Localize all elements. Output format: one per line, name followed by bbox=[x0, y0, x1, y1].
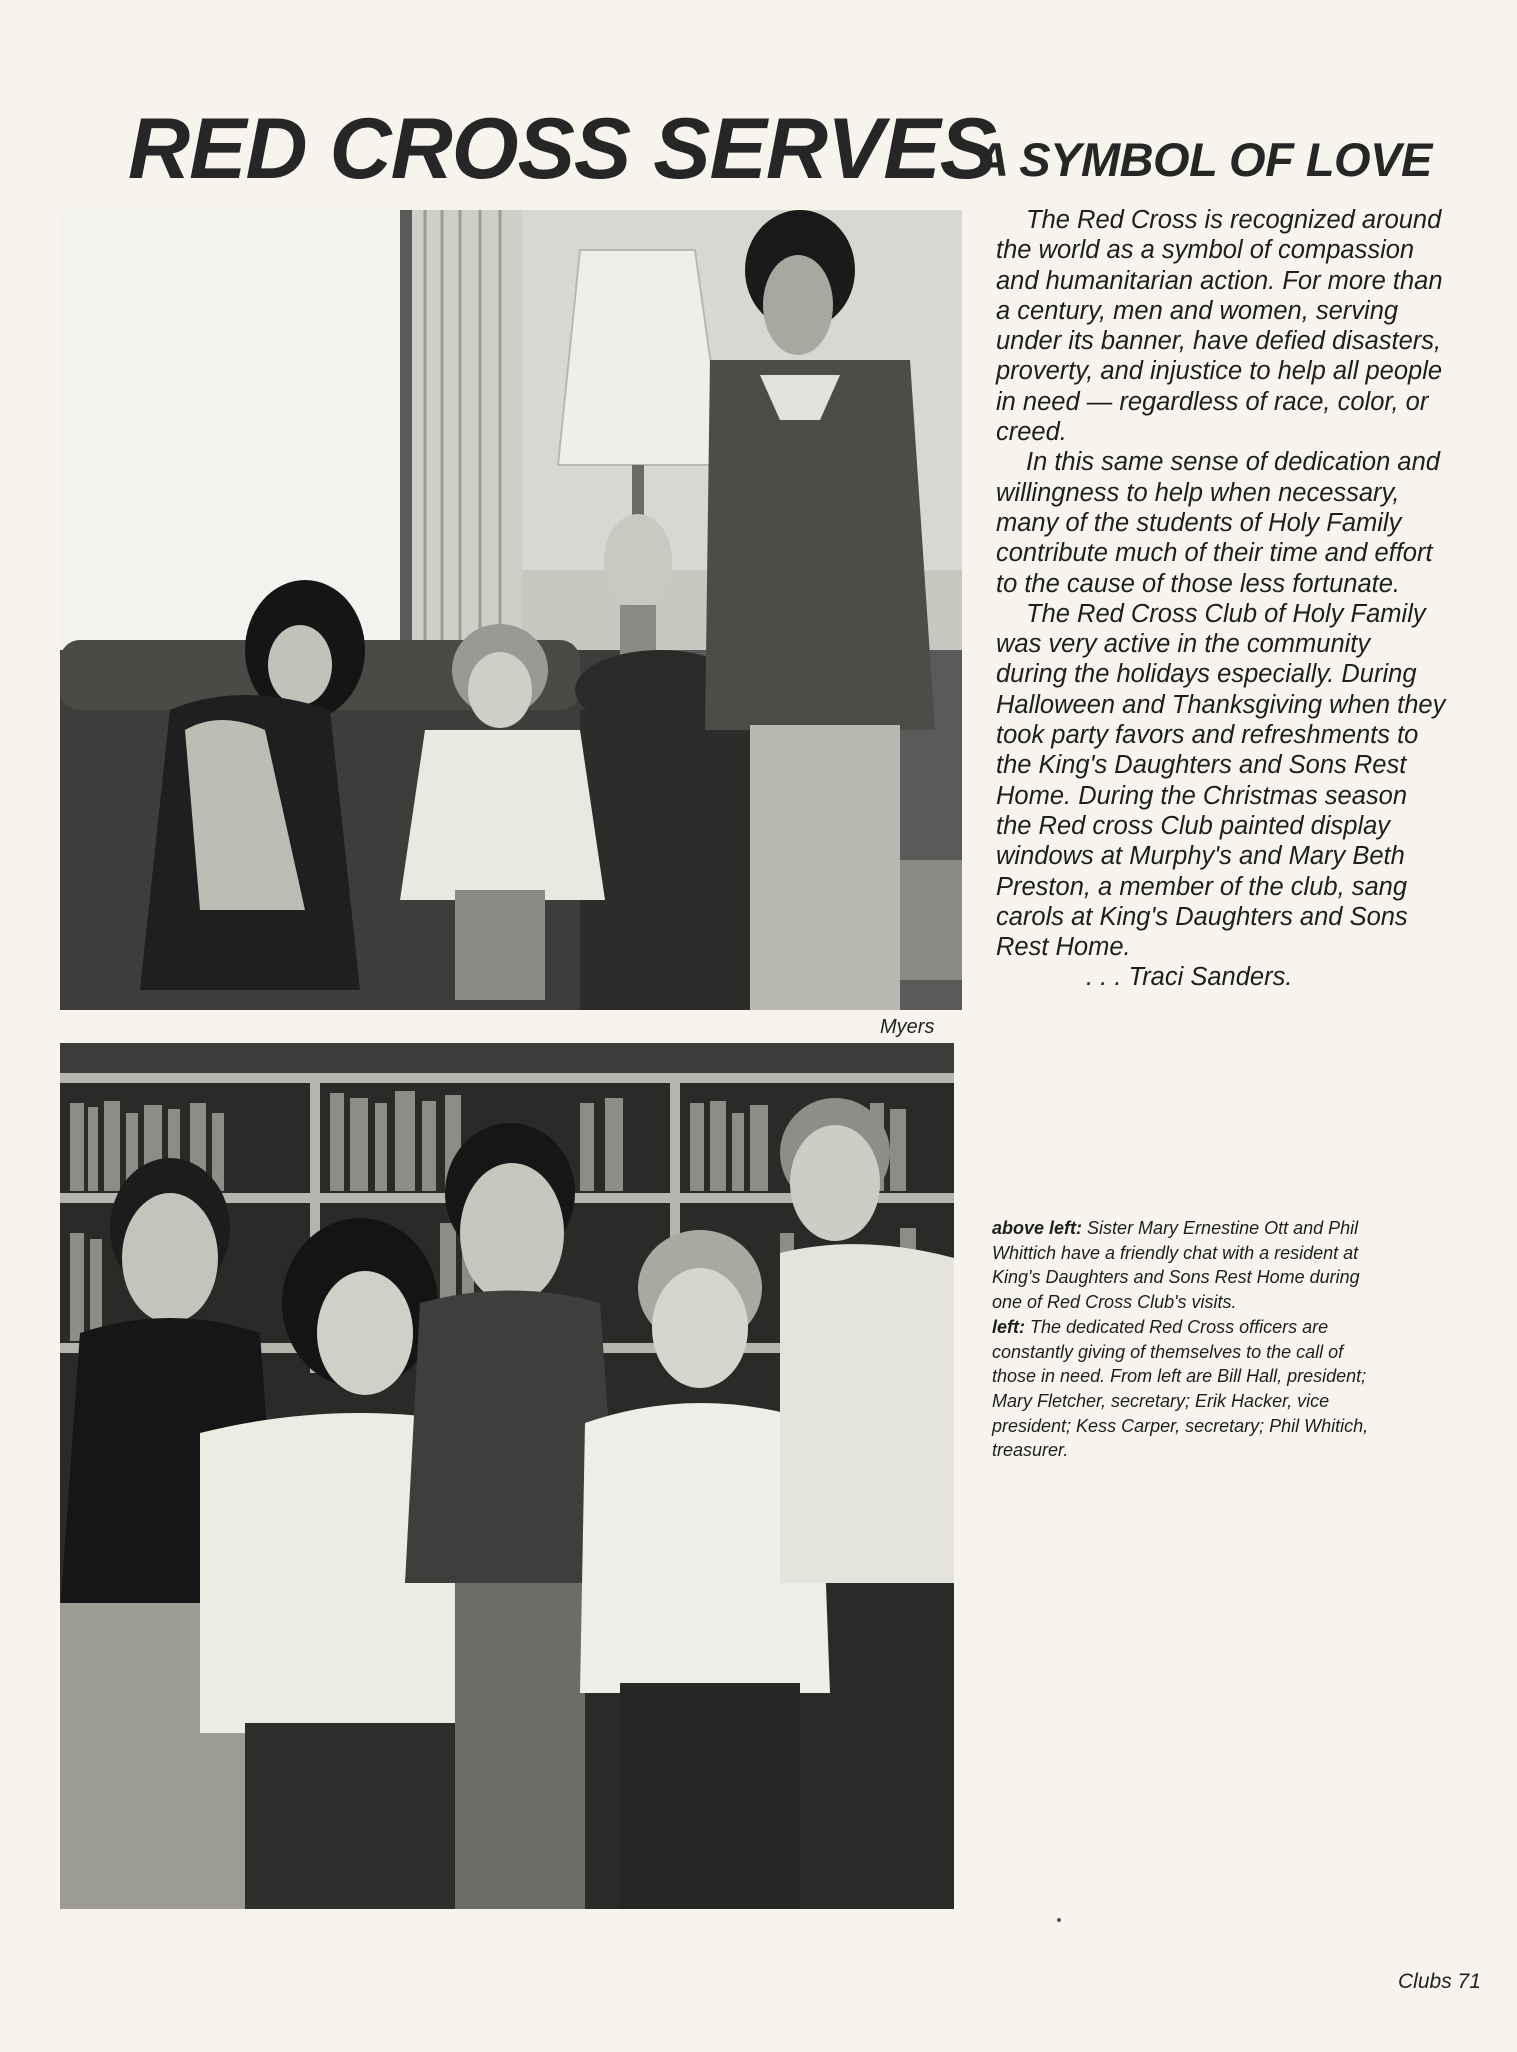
article-paragraph-2: In this same sense of dedication and willingness to help when necessary, many of the students of Holy Family contribute much of their time and effort to the cause of those less fortunate. bbox=[996, 448, 1440, 598]
print-speck bbox=[1057, 1918, 1061, 1922]
article-byline: . . . Traci Sanders. bbox=[1086, 963, 1293, 992]
caption-left-lead: left: bbox=[992, 1316, 1025, 1337]
article-paragraph-1: The Red Cross is recognized around the world as a symbol of compassion and humanitarian action. For more than a century, men and women, serving under its banner, have defied disasters, proverty, and injustice to help all people in need — regardless of race, color, or creed. bbox=[996, 206, 1443, 447]
caption-above-left-text: Sister Mary Ernestine Ott and Phil Whittich have a friendly chat with a resident at King's Daughters and Sons Rest Home during one of Red Cross Club's visits. bbox=[992, 1218, 1360, 1313]
photo-red-cross-officers bbox=[60, 1043, 954, 1909]
article-body bbox=[996, 205, 1446, 993]
caption-above-left bbox=[992, 1216, 1382, 1315]
caption-left-text: The dedicated Red Cross officers are constantly giving of themselves to the call of those in need. From left are Bill Hall, president; Mary Fletcher, secretary; Erik Hacker, vice president; Kess Carper, secretary; Phil Whitich, treasurer. bbox=[992, 1316, 1369, 1461]
photo-credit: Myers bbox=[880, 1016, 935, 1038]
photo-captions bbox=[992, 1216, 1382, 1463]
caption-left bbox=[992, 1315, 1382, 1463]
article-paragraph-3: The Red Cross Club of Holy Family was very active in the community during the holidays especially. During Halloween and Thanksgiving when they took party favors and refreshments to the King's Daughters and Sons Rest Home. During the Christmas season the Red cross Club painted display windows at Murphy's and Mary Beth Preston, a member of the club, sang carols at King's Daughters and Sons Rest Home. bbox=[996, 599, 1446, 962]
photo-sister-and-resident bbox=[60, 210, 962, 1010]
page-headline: RED CROSS SERVES bbox=[128, 101, 997, 197]
page-folio: Clubs 71 bbox=[1398, 1970, 1481, 1993]
page-subheadline: A SYMBOL OF LOVE bbox=[975, 133, 1432, 186]
caption-above-left-lead: above left: bbox=[992, 1218, 1083, 1238]
